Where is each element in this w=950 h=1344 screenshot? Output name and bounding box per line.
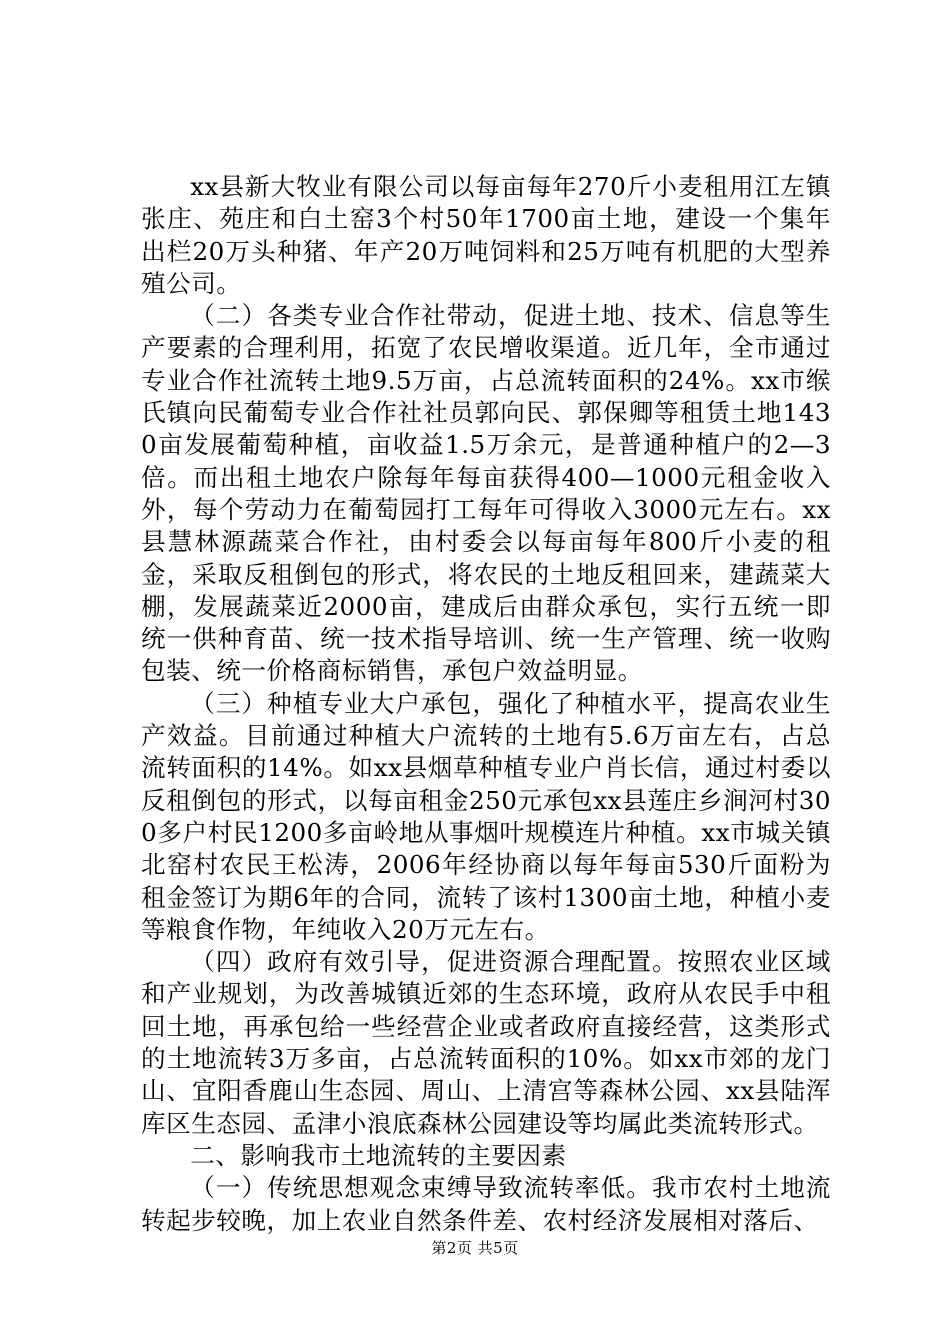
paragraph-government-guidance: （四）政府有效引导，促进资源合理配置。按照农业区域和产业规划，为改善城镇近郊的生态环境，政府从农民手中租回土地，再承包给一些经营企业或者政府直接经营，这类形式的土地流转3万多亩，占总流转面积的10%。如xx市郊的龙门山、宜阳香鹿山生态园、周山、上清宫等森林公园、xx县陆浑库区生态园、孟津小浪底森林公园建设等均属此类流转形式。: [141, 947, 831, 1138]
page-number-footer: 第2页 共5页: [431, 1239, 519, 1257]
paragraph-traditional-thinking: （一）传统思想观念束缚导致流转率低。我市农村土地流转起步较晚，加上农业自然条件差、农村经济发展相对落后、: [141, 1173, 831, 1235]
paragraph-cooperatives: （二）各类专业合作社带动，促进土地、技术、信息等生产要素的合理利用，拓宽了农民增收渠道。近几年，全市通过专业合作社流转土地9.5万亩，占总流转面积的24%。xx市缑氏镇向民葡萄专业合作社社员郭向民、郭保卿等租赁土地1430亩发展葡萄种植，亩收益1.5万余元，是普通种植户的2—3倍。而出租土地农户除每年每亩获得400—1000元租金收入外，每个劳动力在葡萄园打工每年可得收入3000元左右。xx县慧林源蔬菜合作社，由村委会以每亩每年800斤小麦的租金，采取反租倒包的形式，将农民的土地反租回来，建蔬菜大棚，发展蔬菜近2000亩，建成后由群众承包，实行五统一即统一供种育苗、统一技术指导培训、统一生产管理、统一收购包装、统一价格商标销售，承包户效益明显。: [141, 301, 831, 686]
section-heading: 二、影响我市土地流转的主要因素: [190, 1140, 567, 1170]
paragraph-large-growers: （三）种植专业大户承包，强化了种植水平，提高农业生产效益。目前通过种植大户流转的土地有5.6万亩左右，占总流转面积的14%。如xx县烟草种植专业户肖长信，通过村委以反租倒包的形式，以每亩租金250元承包xx县莲庄乡涧河村300多户村民1200多亩岭地从事烟叶规模连片种植。xx市城关镇北窑村农民王松涛，2006年经协商以每年每亩530斤面粉为租金签订为期6年的合同，流转了该村1300亩土地，种植小麦等粮食作物，年纯收入20万元左右。: [141, 688, 831, 944]
paragraph-dairy-company: xx县新大牧业有限公司以每亩每年270斤小麦租用江左镇张庄、苑庄和白土窑3个村50年1700亩土地，建设一个集年出栏20万头种猪、年产20万吨饲料和25万吨有机肥的大型养殖公司。: [141, 172, 831, 298]
body-text: [141, 171, 831, 1237]
